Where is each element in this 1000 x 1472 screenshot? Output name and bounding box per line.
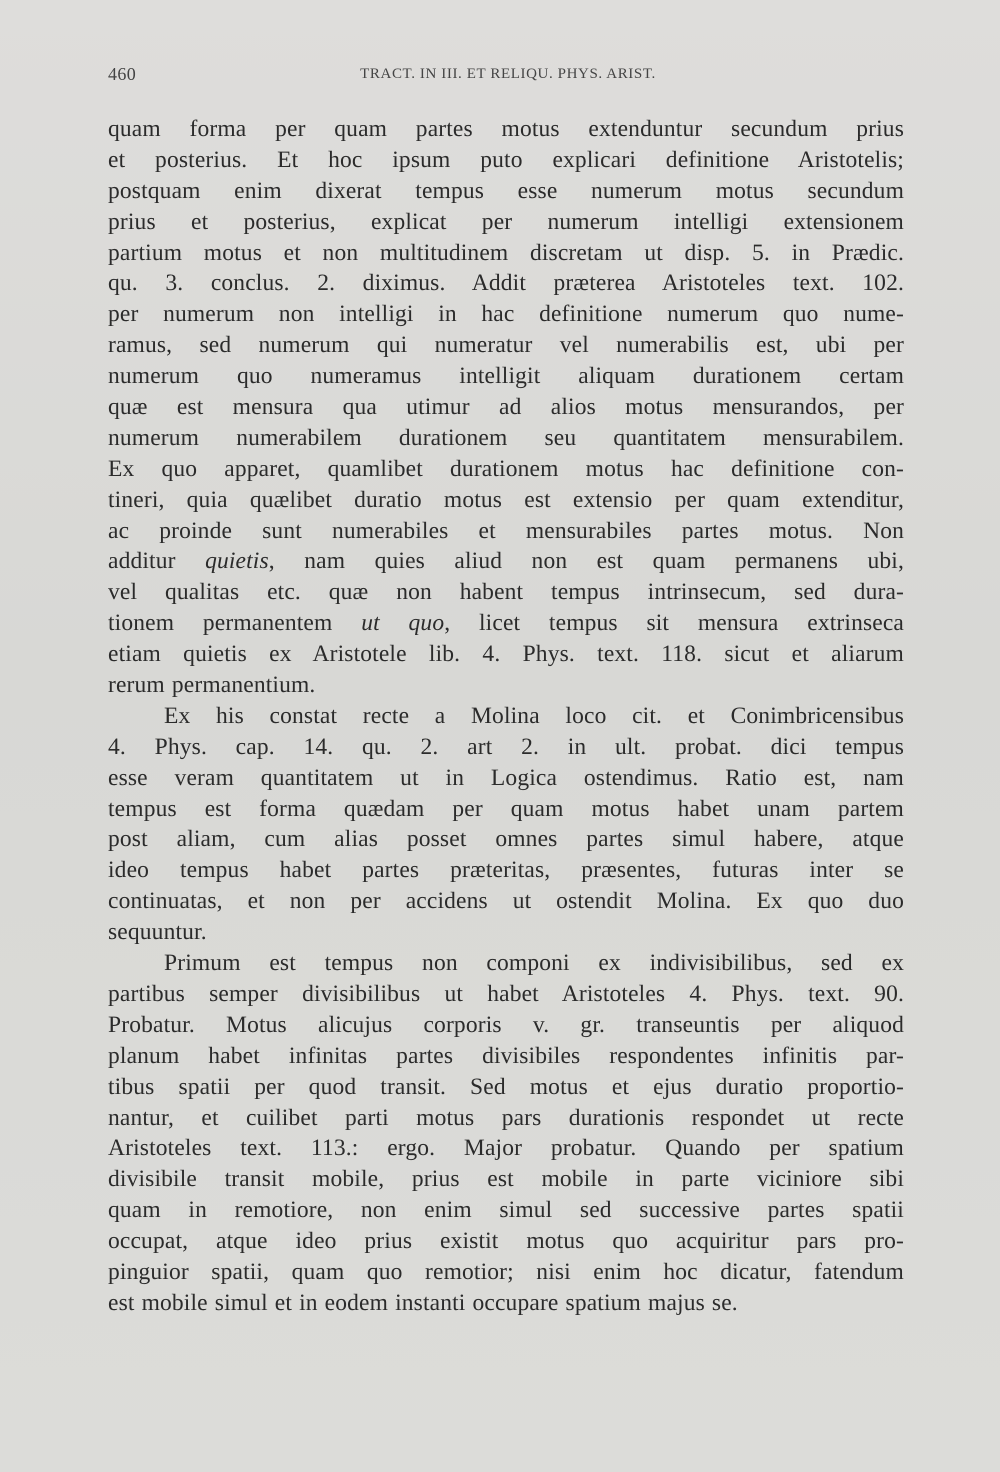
text-line: ideo tempus habet partes præteritas, præsentes, futuras inter se <box>108 857 904 884</box>
text-line: postquam enim dixerat tempus esse numerum motus secundum <box>108 177 904 204</box>
text-line: numerum numerabilem durationem seu quantitatem mensurabilem. <box>108 424 904 451</box>
text-line: nantur, et cuilibet parti motus pars durationis respondet ut recte <box>108 1104 904 1131</box>
text-segment: , licet tempus sit mensura extrinseca <box>444 610 905 637</box>
text-line: tibus spatii per quod transit. Sed motus et ejus duratio proportio- <box>108 1073 904 1100</box>
paragraph-3 <box>108 948 904 1319</box>
italic-term: ut quo <box>361 610 445 637</box>
text-line: occupat, atque ideo prius existit motus quo acquiritur pars pro- <box>108 1228 904 1255</box>
text-line: prius et posterius, explicat per numerum intelligi extensionem <box>108 208 904 235</box>
text-line: sequuntur. <box>108 919 207 946</box>
text-line: Primum est tempus non componi ex indivisibilibus, sed ex <box>164 950 904 977</box>
text-line: continuatas, et non per accidens ut ostendit Molina. Ex quo duo <box>108 888 904 915</box>
text-line: per numerum non intelligi in hac definitione numerum quo nume- <box>108 301 904 328</box>
text-line: tineri, quia quælibet duratio motus est extensio per quam extenditur, <box>108 486 904 513</box>
text-line: quam forma per quam partes motus extenduntur secundum prius <box>108 116 904 142</box>
text-line: Aristoteles text. 113.: ergo. Major probatur. Quando per spatium <box>108 1135 904 1162</box>
body-text <box>108 114 904 1319</box>
text-line: vel qualitas etc. quæ non habent tempus intrinsecum, sed dura- <box>108 579 904 606</box>
text-line: tempus est forma quædam per quam motus habet unam partem <box>108 795 904 822</box>
text-line: quam in remotiore, non enim simul sed successive partes spatii <box>108 1197 904 1224</box>
running-head: TRACT. IN III. ET RELIQU. PHYS. ARIST. <box>360 66 656 82</box>
text-line: 4. Phys. cap. 14. qu. 2. art 2. in ult. probat. dici tempus <box>108 733 904 760</box>
paragraph-2 <box>108 701 904 948</box>
text-line-with-italic <box>108 546 904 577</box>
text-line: et posterius. Et hoc ipsum puto explicari definitione Aristotelis; <box>108 146 904 173</box>
text-line: ac proinde sunt numerabiles et mensurabiles partes motus. Non <box>108 517 904 544</box>
italic-term: quietis <box>205 548 269 575</box>
text-line: ramus, sed numerum qui numeratur vel numerabilis est, ubi per <box>108 332 904 359</box>
text-segment: , nam quies aliud non est quam permanens ubi, <box>268 548 904 575</box>
text-line: pinguior spatii, quam quo remotior; nisi enim hoc dicatur, fatendum <box>108 1258 904 1285</box>
text-line: partibus semper divisibilibus ut habet Aristoteles 4. Phys. text. 90. <box>108 980 904 1007</box>
text-line: etiam quietis ex Aristotele lib. 4. Phys. text. 118. sicut et aliarum <box>108 641 904 668</box>
text-line: est mobile simul et in eodem instanti occupare spatium majus se. <box>108 1289 738 1316</box>
text-line: post aliam, cum alias posset omnes partes simul habere, atque <box>108 826 904 853</box>
paragraph-1 <box>108 114 904 701</box>
text-segment: additur <box>108 548 176 575</box>
text-line: Probatur. Motus alicujus corporis v. gr. transeuntis per aliquod <box>108 1011 904 1038</box>
text-line: planum habet infinitas partes divisibiles respondentes infinitis par- <box>108 1042 904 1069</box>
text-line: partium motus et non multitudinem discretam ut disp. 5. in Prædic. <box>108 239 904 266</box>
text-line: divisibile transit mobile, prius est mobile in parte viciniore sibi <box>108 1166 904 1193</box>
text-segment: tionem permanentem <box>108 610 333 637</box>
page-header <box>108 64 908 90</box>
text-line: Ex quo apparet, quamlibet durationem motus hac definitione con- <box>108 455 904 482</box>
text-line: rerum permanentium. <box>108 672 316 699</box>
text-line: qu. 3. conclus. 2. diximus. Addit præterea Aristoteles text. 102. <box>108 270 904 297</box>
text-line: quæ est mensura qua utimur ad alios motus mensurandos, per <box>108 394 904 421</box>
text-line-with-italic <box>108 608 904 639</box>
text-line: numerum quo numeramus intelligit aliquam durationem certam <box>108 363 904 390</box>
text-line: esse veram quantitatem ut in Logica ostendimus. Ratio est, nam <box>108 764 904 791</box>
text-line: Ex his constat recte a Molina loco cit. et Conimbricensibus <box>164 702 904 729</box>
page-number: 460 <box>108 64 137 84</box>
